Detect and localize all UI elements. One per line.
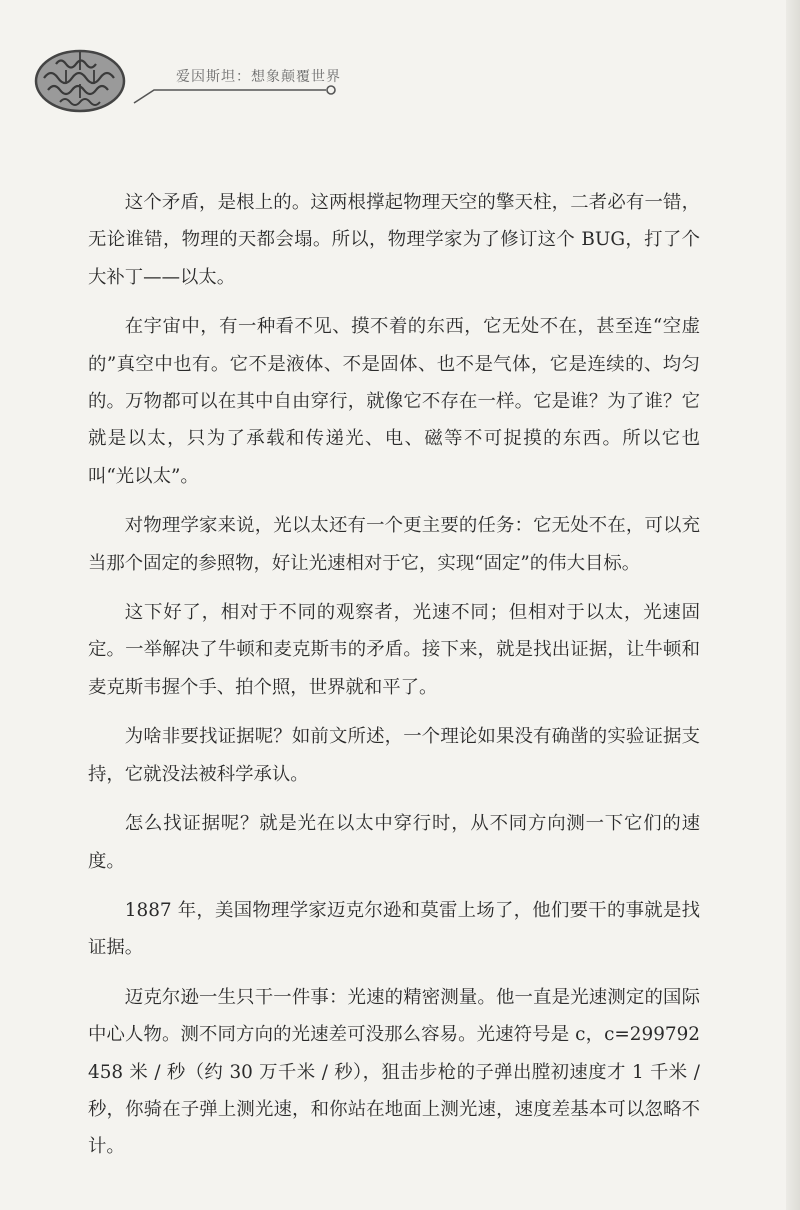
paragraph: 这个矛盾，是根上的。这两根撑起物理天空的擎天柱，二者必有一错，无论谁错，物理的天都会塌。所以，物理学家为了修订这个 BUG，打了个大补丁——以太。 [88,192,700,288]
paragraph: 为啥非要找证据呢？如前文所述，一个理论如果没有确凿的实验证据支持，它就没法被科学承认。 [88,726,700,785]
page-edge-shadow [786,0,800,1210]
page-body [88,184,700,1178]
running-header [30,40,360,120]
paragraph: 1887 年，美国物理学家迈克尔逊和莫雷上场了，他们要干的事就是找证据。 [88,899,700,959]
paragraph: 怎么找证据呢？就是光在以太中穿行时，从不同方向测一下它们的速度。 [88,813,700,872]
paragraph: 这下好了，相对于不同的观察者，光速不同；但相对于以太，光速固定。一举解决了牛顿和麦克斯韦的矛盾。接下来，就是找出证据，让牛顿和麦克斯韦握个手、拍个照，世界就和平了。 [88,602,700,698]
paragraph: 在宇宙中，有一种看不见、摸不着的东西，它无处不在，甚至连“空虚的”真空中也有。它不是液体、不是固体、也不是气体，它是连续的、均匀的。万物都可以在其中自由穿行，就像它不存在一样。它是谁？为了谁？它就是以太，只为了承载和传递光、电、磁等不可捉摸的东西。所以它也叫“光以太”。 [88,316,700,487]
book-title: 爱因斯坦：想象颠覆世界 [176,69,341,85]
brain-icon [30,40,130,116]
paragraph: 迈克尔逊一生只干一件事：光速的精密测量。他一直是光速测定的国际中心人物。测不同方向的光速差可没那么容易。光速符号是 c，c=299792458 米 / 秒（约 30 万千米 / 秒），狙击步枪的子弹出膛初速度才 1 千米 / 秒，你骑在子弹上测光速，和你站在地面上测光速，速度差基本可以忽略不计。 [88,986,700,1158]
paragraph: 对物理学家来说，光以太还有一个更主要的任务：它无处不在，可以充当那个固定的参照物，好让光速相对于它，实现“固定”的伟大目标。 [88,515,700,574]
